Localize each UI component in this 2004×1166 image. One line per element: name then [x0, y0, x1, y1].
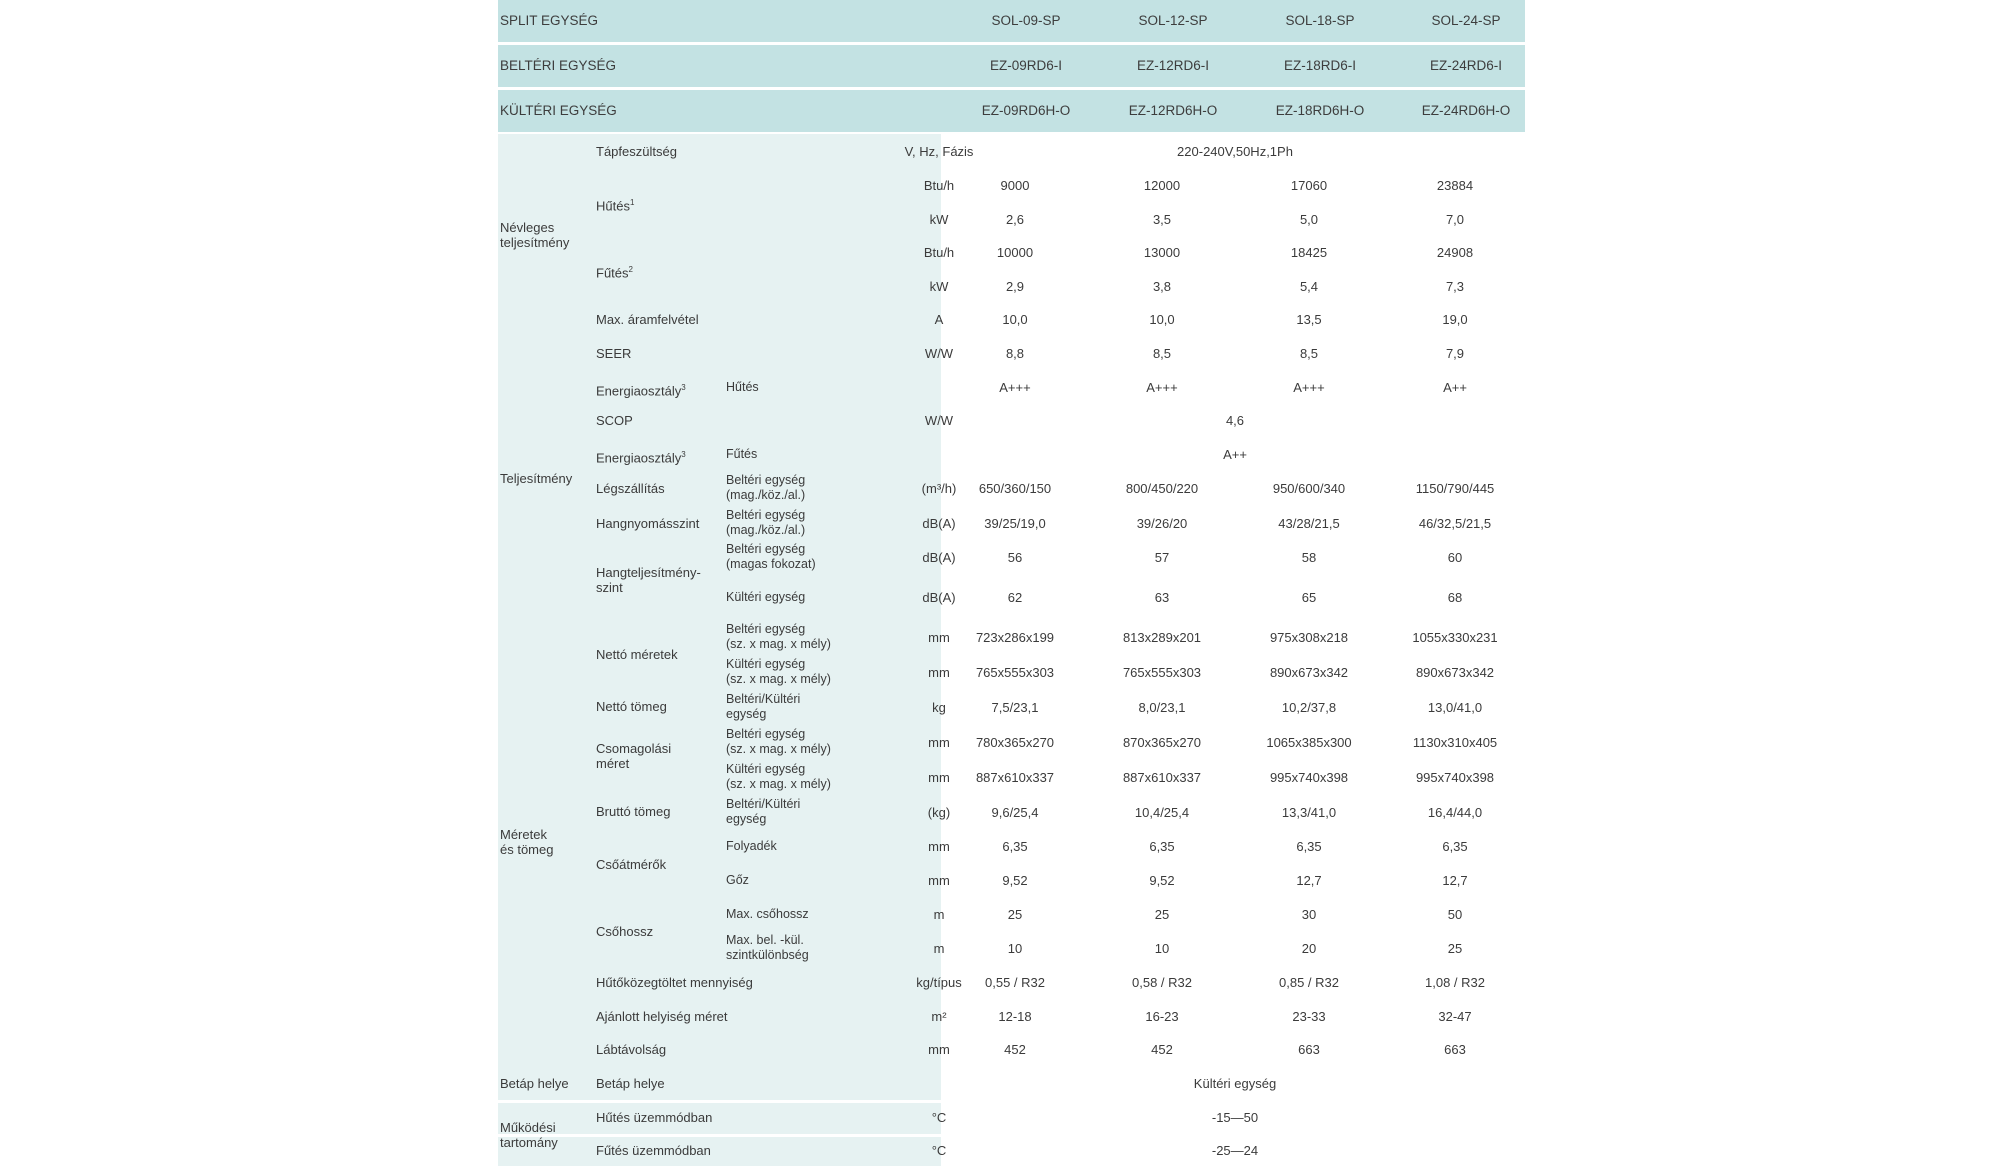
sub-label: Max. bel. -kül. szintkülönbség	[726, 933, 809, 962]
item-label: Max. áramfelvétel	[596, 311, 699, 327]
item-label: Fűtés$^2$	[596, 264, 633, 280]
value-cell: 765x555x303	[975, 664, 1055, 680]
value-cell: 2,6	[1005, 211, 1025, 227]
group-label: Működési tartomány	[500, 1120, 558, 1150]
value-cell: 17060	[1290, 177, 1328, 193]
header-model-cell: EZ-12RD6H-O	[1128, 103, 1218, 118]
item-label: Hangteljesítmény- szint	[596, 565, 701, 595]
value-cell: 10,0	[1149, 311, 1175, 327]
row-separator	[498, 1134, 941, 1137]
value-cell: 25	[1154, 906, 1170, 922]
value-cell: 58	[1301, 549, 1317, 565]
header-model-cell: EZ-18RD6-I	[1283, 58, 1356, 73]
value-cell: 12,7	[1442, 872, 1468, 888]
value-cell: 1130x310x405	[1412, 734, 1498, 750]
unit-label: kg	[932, 699, 946, 715]
unit-label: m²	[931, 1008, 947, 1024]
value-cell: 10	[1007, 940, 1023, 956]
value-cell: 663	[1298, 1041, 1320, 1057]
value-cell: 765x555x303	[1122, 664, 1202, 680]
item-label: Nettó méretek	[596, 646, 678, 662]
item-label: Hangnyomásszint	[596, 515, 700, 531]
value-cell: 890x673x342	[1415, 664, 1495, 680]
value-cell-merged: 220-240V,50Hz,1Ph	[1177, 143, 1293, 159]
header-model-cell: EZ-18RD6H-O	[1275, 103, 1365, 118]
unit-label: dB(A)	[922, 515, 956, 531]
header-label: KÜLTÉRI EGYSÉG	[500, 103, 617, 118]
unit-label: dB(A)	[922, 589, 956, 605]
value-cell: 5,0	[1299, 211, 1319, 227]
item-label: Hűtés üzemmódban	[596, 1109, 713, 1125]
value-cell: 25	[1447, 940, 1463, 956]
unit-label: W/W	[924, 412, 954, 428]
value-cell: 8,5	[1299, 345, 1319, 361]
value-cell: 57	[1154, 549, 1170, 565]
value-cell: 10,0	[1002, 311, 1028, 327]
value-cell: 10000	[996, 244, 1034, 260]
group-label: Méretek és tömeg	[500, 827, 554, 857]
value-cell: 1,08 / R32	[1425, 974, 1485, 990]
unit-label: W/W	[924, 345, 954, 361]
item-label: Hűtőközegtöltet mennyiség	[596, 974, 753, 990]
value-cell: 890x673x342	[1269, 664, 1349, 680]
value-cell: 60	[1447, 549, 1463, 565]
value-cell: 39/26/20	[1136, 515, 1188, 531]
value-cell: 25	[1007, 906, 1023, 922]
value-cell: 3,8	[1152, 278, 1172, 294]
sub-label: Hűtés	[726, 379, 759, 394]
sub-label: Beltéri egység (sz. x mag. x mély)	[726, 622, 831, 651]
value-cell: 887x610x337	[1122, 769, 1202, 785]
sub-label: Fűtés	[726, 446, 758, 461]
value-cell: 9000	[1000, 177, 1030, 193]
item-label: Energiaosztály$^3$	[596, 382, 686, 398]
value-cell: 30	[1301, 906, 1317, 922]
value-cell: 9,6/25,4	[991, 804, 1039, 820]
value-cell: 13000	[1143, 244, 1181, 260]
value-cell: 1065x385x300	[1266, 734, 1352, 750]
value-cell: 650/360/150	[978, 480, 1052, 496]
header-model-cell: EZ-24RD6H-O	[1421, 103, 1511, 118]
header-label: BELTÉRI EGYSÉG	[500, 58, 617, 73]
header-model-cell: SOL-18-SP	[1285, 13, 1355, 28]
group-label: Betáp helye	[500, 1075, 569, 1091]
item-label: Lábtávolság	[596, 1041, 667, 1057]
value-cell: A+++	[1293, 379, 1325, 395]
header-model-cell: EZ-09RD6-I	[989, 58, 1062, 73]
unit-label: (m³/h)	[921, 480, 957, 496]
value-cell: 1055x330x231	[1412, 629, 1498, 645]
value-cell: 23-33	[1292, 1008, 1326, 1024]
value-cell: 19,0	[1442, 311, 1468, 327]
item-label: Tápfeszültség	[596, 143, 677, 159]
sub-label: Beltéri/Kültéri egység	[726, 692, 801, 721]
value-cell: 24908	[1436, 244, 1474, 260]
value-cell: 780x365x270	[975, 734, 1055, 750]
unit-label: V, Hz, Fázis	[904, 143, 974, 159]
item-label: Energiaosztály$^3$	[596, 449, 686, 465]
value-cell: 46/32,5/21,5	[1418, 515, 1492, 531]
value-cell: 10,2/37,8	[1281, 699, 1337, 715]
item-label: SEER	[596, 345, 632, 361]
item-label: Nettó tömeg	[596, 698, 667, 714]
value-cell: 18425	[1290, 244, 1328, 260]
value-cell: 800/450/220	[1125, 480, 1199, 496]
value-cell: 9,52	[1002, 872, 1028, 888]
value-cell: 1150/790/445	[1415, 480, 1495, 496]
unit-label: Btu/h	[923, 244, 955, 260]
header-row	[498, 90, 1525, 132]
item-label: Betáp helye	[596, 1075, 665, 1091]
item-label: Csőhossz	[596, 923, 654, 939]
value-cell: 7,3	[1445, 278, 1465, 294]
header-label: SPLIT EGYSÉG	[500, 13, 599, 28]
unit-label: mm	[928, 1041, 950, 1057]
spec-sheet	[498, 0, 1525, 1166]
value-cell: 813x289x201	[1122, 629, 1202, 645]
unit-label: mm	[928, 838, 950, 854]
value-cell: 870x365x270	[1122, 734, 1202, 750]
value-cell: 10,4/25,4	[1134, 804, 1190, 820]
sub-label: Beltéri egység (magas fokozat)	[726, 542, 816, 571]
value-cell: 6,35	[1442, 838, 1468, 854]
value-cell: 10	[1154, 940, 1170, 956]
value-cell: 13,0/41,0	[1427, 699, 1483, 715]
unit-label: kg/típus	[916, 974, 962, 990]
value-cell: 887x610x337	[975, 769, 1055, 785]
header-model-cell: EZ-24RD6-I	[1429, 58, 1502, 73]
item-label: Légszállítás	[596, 480, 665, 496]
value-cell: 663	[1444, 1041, 1466, 1057]
value-cell: 8,8	[1005, 345, 1025, 361]
header-model-cell: EZ-09RD6H-O	[981, 103, 1071, 118]
header-row	[498, 45, 1525, 87]
unit-label: mm	[928, 872, 950, 888]
unit-label: (kg)	[927, 804, 951, 820]
item-label: Bruttó tömeg	[596, 803, 671, 819]
unit-label: m	[933, 940, 945, 956]
value-cell: 23884	[1436, 177, 1474, 193]
value-cell: 7,5/23,1	[991, 699, 1039, 715]
value-cell: 452	[1004, 1041, 1026, 1057]
sub-label: Beltéri egység (mag./köz./al.)	[726, 473, 806, 502]
unit-label: dB(A)	[922, 549, 956, 565]
value-cell: 12000	[1143, 177, 1181, 193]
value-cell: 995x740x398	[1269, 769, 1349, 785]
value-cell: 5,4	[1299, 278, 1319, 294]
unit-label: kW	[929, 278, 949, 294]
value-cell: 995x740x398	[1415, 769, 1495, 785]
unit-label: m	[933, 906, 945, 922]
value-cell: 975x308x218	[1269, 629, 1349, 645]
value-cell: 65	[1301, 589, 1317, 605]
item-label: Ajánlott helyiség méret	[596, 1008, 728, 1024]
value-cell: 32-47	[1438, 1008, 1472, 1024]
value-cell: 16,4/44,0	[1427, 804, 1483, 820]
sub-label: Kültéri egység (sz. x mag. x mély)	[726, 657, 831, 686]
value-cell: 8,0/23,1	[1138, 699, 1186, 715]
value-cell: 2,9	[1005, 278, 1025, 294]
value-cell: 50	[1447, 906, 1463, 922]
value-cell: 950/600/340	[1272, 480, 1346, 496]
value-cell: 9,52	[1149, 872, 1175, 888]
value-cell: 0,55 / R32	[985, 974, 1045, 990]
sub-label: Kültéri egység (sz. x mag. x mély)	[726, 762, 831, 791]
value-cell-merged: A++	[1223, 446, 1247, 462]
value-cell: 6,35	[1296, 838, 1322, 854]
value-cell: A++	[1443, 379, 1467, 395]
value-cell-merged: Kültéri egység	[1193, 1075, 1277, 1091]
unit-label: mm	[928, 664, 950, 680]
group-label: Teljesítmény	[500, 470, 573, 486]
value-cell: 723x286x199	[975, 629, 1055, 645]
sub-label: Folyadék	[726, 838, 777, 853]
value-cell: 20	[1301, 940, 1317, 956]
unit-label: A	[934, 311, 944, 327]
value-cell: 12,7	[1296, 872, 1322, 888]
unit-label: Btu/h	[923, 177, 955, 193]
unit-label: mm	[928, 769, 950, 785]
item-label: Hűtés$^1$	[596, 197, 635, 213]
sub-label: Beltéri/Kültéri egység	[726, 797, 801, 826]
value-cell: 16-23	[1145, 1008, 1179, 1024]
value-cell: 68	[1447, 589, 1463, 605]
value-cell: 62	[1007, 589, 1023, 605]
value-cell-merged: -15—50	[1211, 1109, 1259, 1125]
value-cell: 63	[1154, 589, 1170, 605]
group-label: Névleges teljesítmény	[500, 220, 570, 250]
value-cell-merged: 4,6	[1225, 412, 1245, 428]
sub-label: Max. csőhossz	[726, 906, 809, 921]
item-label: Csomagolási méret	[596, 741, 672, 771]
value-cell: 0,58 / R32	[1132, 974, 1192, 990]
value-cell: 3,5	[1152, 211, 1172, 227]
header-model-cell: SOL-12-SP	[1138, 13, 1208, 28]
item-label: Fűtés üzemmódban	[596, 1142, 711, 1158]
unit-label: mm	[928, 629, 950, 645]
sub-label: Gőz	[726, 872, 749, 887]
value-cell: 452	[1151, 1041, 1173, 1057]
sub-label: Beltéri egység (sz. x mag. x mély)	[726, 727, 831, 756]
value-cell-merged: -25—24	[1211, 1142, 1259, 1158]
header-row	[498, 0, 1525, 42]
value-cell: 7,9	[1445, 345, 1465, 361]
value-cell: 7,0	[1445, 211, 1465, 227]
value-cell: 0,85 / R32	[1279, 974, 1339, 990]
header-model-cell: EZ-12RD6-I	[1136, 58, 1209, 73]
item-label: SCOP	[596, 412, 633, 428]
sub-label: Beltéri egység (mag./köz./al.)	[726, 508, 806, 537]
value-cell: 13,5	[1296, 311, 1322, 327]
header-model-cell: SOL-24-SP	[1431, 13, 1501, 28]
value-cell: A+++	[999, 379, 1031, 395]
value-cell: A+++	[1146, 379, 1178, 395]
header-model-cell: SOL-09-SP	[991, 13, 1061, 28]
value-cell: 6,35	[1002, 838, 1028, 854]
value-cell: 56	[1007, 549, 1023, 565]
unit-label: mm	[928, 734, 950, 750]
value-cell: 43/28/21,5	[1278, 515, 1340, 531]
value-cell: 6,35	[1149, 838, 1175, 854]
unit-label: kW	[929, 211, 949, 227]
row-separator	[498, 1100, 941, 1103]
unit-label: °C	[931, 1142, 947, 1158]
value-cell: 12-18	[998, 1008, 1032, 1024]
value-cell: 8,5	[1152, 345, 1172, 361]
unit-label: °C	[931, 1109, 947, 1125]
value-cell: 13,3/41,0	[1281, 804, 1337, 820]
sub-label: Kültéri egység	[726, 589, 806, 604]
item-label: Csőátmérők	[596, 856, 667, 872]
value-cell: 39/25/19,0	[984, 515, 1046, 531]
